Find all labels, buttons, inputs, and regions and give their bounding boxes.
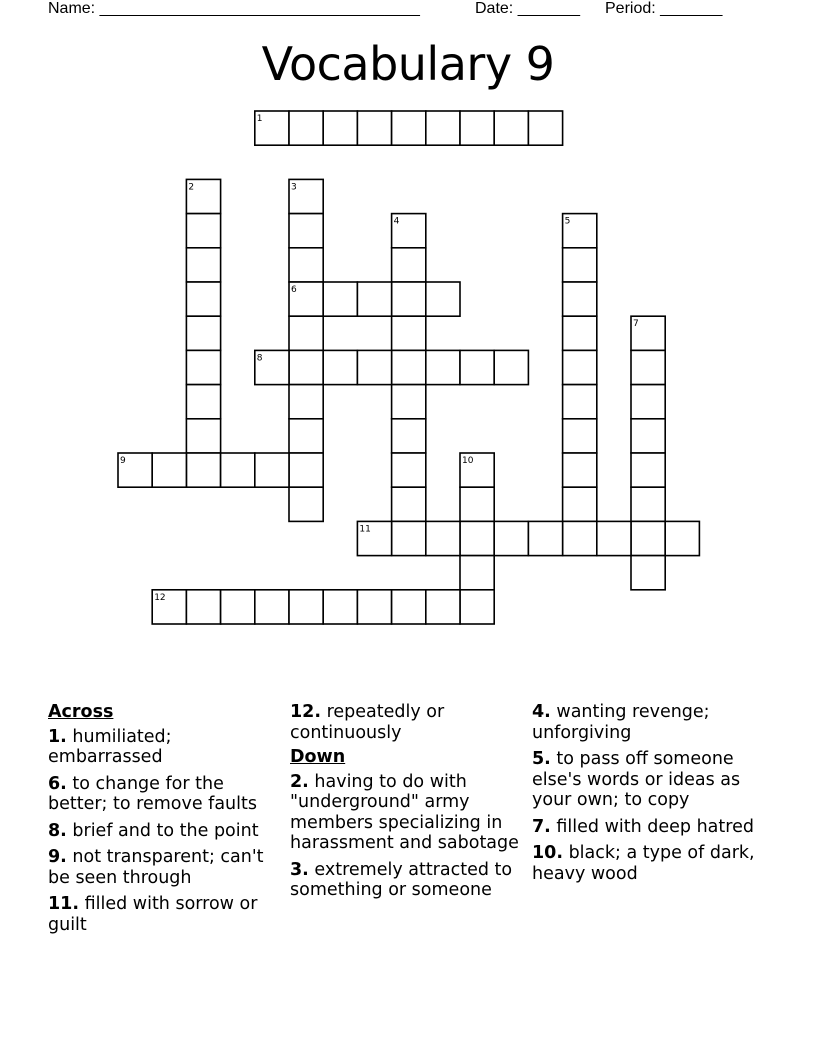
name-field[interactable]: Name: ____________________________________ [48,0,420,17]
clue-number-label: 12 [154,592,166,603]
clue-number-label: 10 [462,456,474,466]
clue-down-4: 4. wanting revenge; unforgiving [532,702,710,743]
clues-column-3 [532,702,764,890]
grid-cell[interactable] [392,350,426,384]
grid-cell[interactable] [186,248,220,282]
grid-cell[interactable] [186,214,220,248]
clue-number-label: 2 [188,182,195,193]
grid-cell[interactable] [460,556,494,590]
grid-cell[interactable] [563,350,597,384]
grid-cell[interactable] [563,385,597,419]
grid-cell[interactable] [631,453,665,487]
clue-across-1: 1. humiliated; embarrassed [48,726,172,767]
grid-cell[interactable] [357,590,391,624]
across-heading: Across [48,702,114,722]
grid-cell[interactable] [460,350,494,384]
clue-down-5: 5. to pass off someone else's words or ideas as your own; to copy [532,749,741,810]
date-field[interactable]: Date: _______ [475,0,580,17]
grid-cell[interactable] [563,248,597,282]
grid-cell[interactable] [323,350,357,384]
grid-cell[interactable] [186,419,220,453]
grid-cell[interactable] [563,282,597,316]
clue-number-label: 5 [564,216,571,227]
grid-cell[interactable] [357,350,391,384]
grid-cell[interactable] [289,419,323,453]
clue-across-8: 8. brief and to the point [48,820,259,841]
grid-cell[interactable] [460,521,494,555]
clue-number-label: 9 [120,456,126,466]
grid-cell[interactable] [289,214,323,248]
clue-across-6: 6. to change for the better; to remove faults [48,773,257,814]
grid-cell[interactable] [665,521,699,555]
grid-cell[interactable] [392,590,426,624]
clue-number-label: 6 [291,285,297,295]
grid-cell[interactable] [323,111,357,145]
grid-cell[interactable] [563,453,597,487]
clue-down-2: 2. having to do with "underground" army members specializing in harassment and sabotage [290,771,519,853]
clue-across-12: 12. repeatedly or continuously [290,702,445,743]
grid-cell[interactable] [186,316,220,350]
grid-cell[interactable] [357,111,391,145]
grid-cell[interactable] [426,521,460,555]
clue-across-11: 11. filled with sorrow or guilt [48,894,258,935]
grid-cell[interactable] [392,316,426,350]
grid-cell[interactable] [186,282,220,316]
grid-cell[interactable] [563,316,597,350]
clues-column-2 [290,702,522,907]
grid-cell[interactable] [631,350,665,384]
grid-cell[interactable] [392,453,426,487]
page-title: Vocabulary 9 [261,37,555,91]
grid-cell[interactable] [426,111,460,145]
grid-cell[interactable] [289,385,323,419]
clue-number-label: 3 [291,182,297,193]
grid-cell[interactable] [494,350,528,384]
clue-across-9: 9. not transparent; can't be seen through [48,847,264,888]
grid-cell[interactable] [460,590,494,624]
grid-cell[interactable] [597,521,631,555]
grid-cell[interactable] [426,282,460,316]
grid-cell[interactable] [186,453,220,487]
grid-cell[interactable] [426,590,460,624]
grid-cell[interactable] [631,556,665,590]
grid-cell[interactable] [392,248,426,282]
clue-down-3: 3. extremely attracted to something or someone [290,859,513,900]
grid-cell[interactable] [494,521,528,555]
grid-cell[interactable] [563,487,597,521]
grid-cell[interactable] [221,453,255,487]
clues-column-1 [48,702,280,941]
grid-cell[interactable] [392,282,426,316]
grid-cell[interactable] [289,248,323,282]
grid-cell[interactable] [392,385,426,419]
grid-cell[interactable] [152,453,186,487]
period-field[interactable]: Period: _______ [605,0,723,17]
clue-number-label: 8 [256,353,263,364]
grid-cell[interactable] [631,521,665,555]
clue-number-label: 4 [393,216,400,227]
grid-cell[interactable] [186,590,220,624]
grid-cell[interactable] [460,487,494,521]
grid-cell[interactable] [255,590,289,624]
grid-cell[interactable] [289,590,323,624]
grid-cell[interactable] [255,453,289,487]
grid-cell[interactable] [494,111,528,145]
grid-cell[interactable] [289,316,323,350]
grid-cell[interactable] [289,111,323,145]
grid-cell[interactable] [392,419,426,453]
clue-number-label: 11 [359,524,371,535]
grid-cell[interactable] [357,282,391,316]
grid-cell[interactable] [528,521,562,555]
grid-cell[interactable] [426,350,460,384]
grid-cell[interactable] [631,419,665,453]
grid-cell[interactable] [323,590,357,624]
grid-cell[interactable] [289,487,323,521]
grid-cell[interactable] [392,521,426,555]
grid-cell[interactable] [186,350,220,384]
grid-cell[interactable] [323,282,357,316]
grid-cell[interactable] [528,111,562,145]
grid-cell[interactable] [392,111,426,145]
clue-number-label: 1 [256,114,263,124]
grid-cell[interactable] [392,487,426,521]
grid-cell[interactable] [631,487,665,521]
grid-cell[interactable] [460,111,494,145]
grid-cell[interactable] [289,350,323,384]
down-heading: Down [290,747,346,767]
clue-down-10: 10. black; a type of dark, heavy wood [532,843,755,884]
grid-cell[interactable] [563,419,597,453]
grid-cell[interactable] [631,385,665,419]
clue-number-label: 7 [633,319,639,330]
grid-cell[interactable] [563,521,597,555]
clue-down-7: 7. filled with deep hatred [532,816,754,837]
grid-cell[interactable] [289,453,323,487]
grid-cell[interactable] [186,385,220,419]
grid-cell[interactable] [221,590,255,624]
